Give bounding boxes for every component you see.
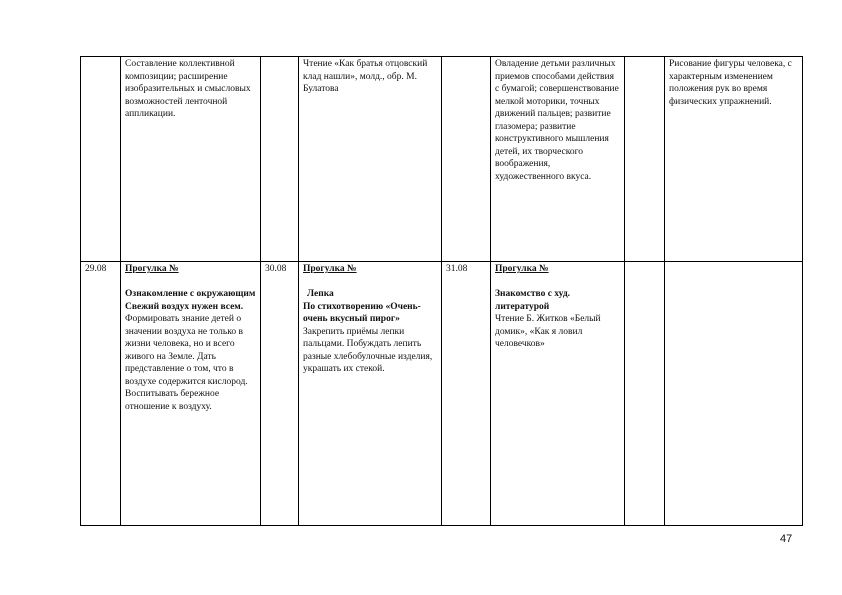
table-cell-empty (665, 262, 803, 526)
table-cell-reading: Чтение «Как братья отцовский клад нашли», молд., обр. М. Булатова (299, 57, 442, 262)
activity-text: Формировать знание детей о значении воздуха не только в жизни человека, но и всего живого на Земле. Дать представление о том, что в воздухе содержится кислород. Воспитывать бережное отношение к воздуху. (125, 314, 248, 412)
date-cell: 30.08 (261, 262, 299, 526)
table-row (81, 262, 803, 526)
table-cell-empty (442, 57, 491, 262)
activity-cell-literature (491, 262, 625, 526)
walk-title: Прогулка № (125, 264, 179, 274)
table-cell-paper-skills: Овладение детьми различных приемов способами действия с бумагой; совершенствование мелкой моторики, точных движений пальцев; развитие глазомера; развитие конструктивного мышления детей, их творческого воображения, художественного вкуса. (491, 57, 625, 262)
date-cell: 29.08 (81, 262, 121, 526)
table-cell-empty (81, 57, 121, 262)
date-cell: 31.08 (442, 262, 491, 526)
activity-subtitle: Знакомство с худ. литературой (495, 289, 571, 312)
table-cell-applique: Составление коллективной композиции; расширение изобразительных и смысловых возможностей ленточной аппликации. (121, 57, 261, 262)
table-cell-empty (625, 57, 665, 262)
activity-subtitle: Ознакомление с окружающим (125, 289, 256, 299)
activity-topic: Свежий воздух нужен всем. (125, 301, 244, 312)
activity-cell-modeling (299, 262, 442, 526)
walk-title: Прогулка № (495, 264, 549, 274)
activity-text: Закрепить приёмы лепки пальцами. Побуждать лепить разные хлебобулочные изделия, украшать их стекой. (303, 326, 433, 374)
activity-cell-environment (121, 262, 261, 526)
table-cell-empty (261, 57, 299, 262)
page-number: 47 (780, 533, 793, 545)
activity-text: Чтение Б. Житков «Белый домик», «Как я ловил человечков» (495, 314, 601, 349)
plan-table (80, 56, 803, 526)
activity-subtitle: Лепка (307, 289, 334, 299)
walk-title: Прогулка № (303, 264, 357, 274)
table-cell-empty (625, 262, 665, 526)
activity-topic: По стихотворению «Очень-очень вкусный пирог» (303, 301, 421, 324)
table-row (81, 57, 803, 262)
table-cell-drawing: Рисование фигуры человека, с характерным изменением положения рук во время физических упражнений. (665, 57, 803, 262)
